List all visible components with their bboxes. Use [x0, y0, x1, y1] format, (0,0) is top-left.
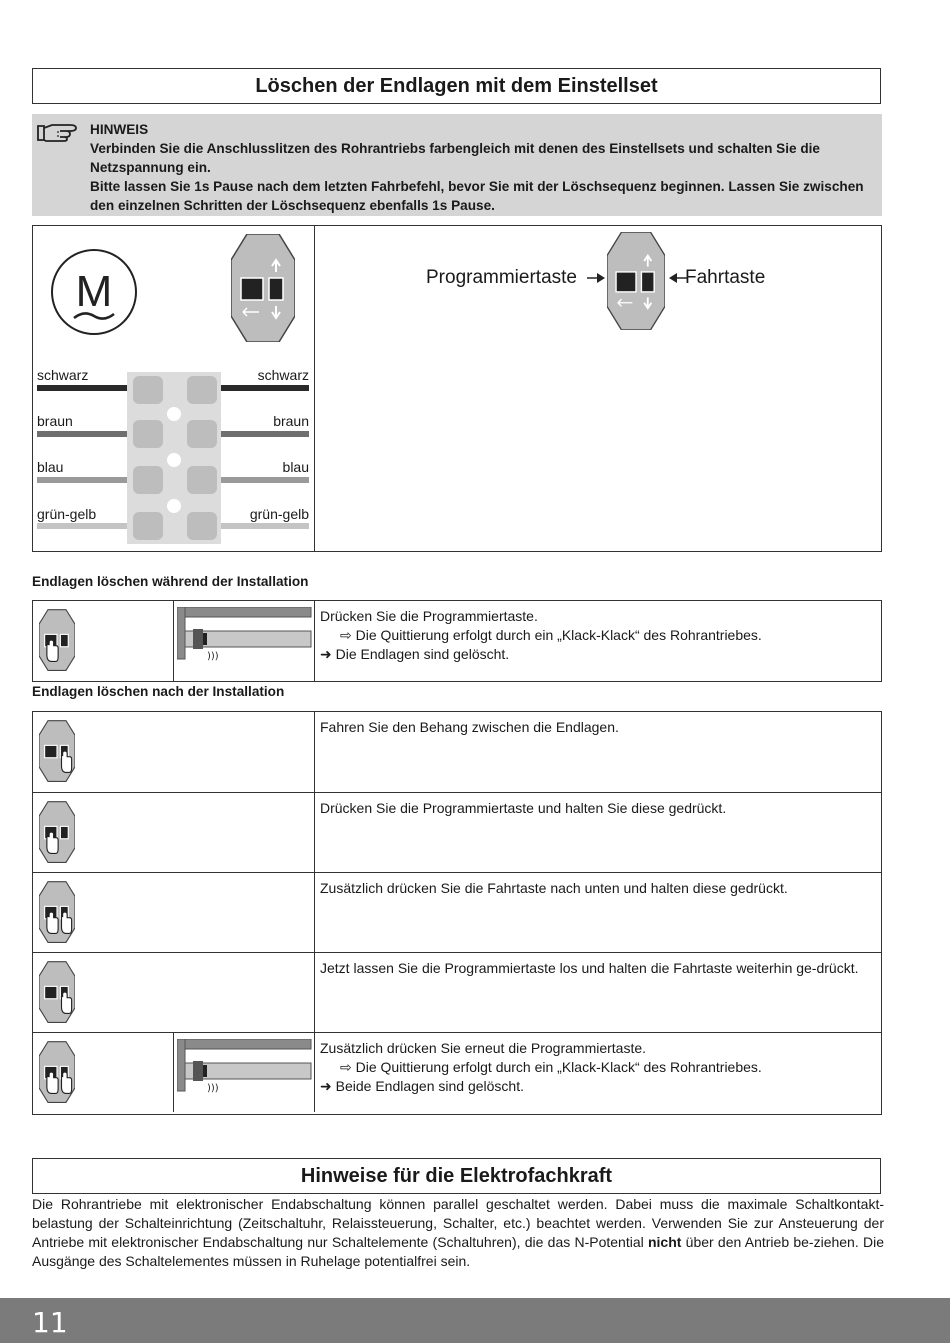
svg-text:))): ))) — [207, 651, 219, 662]
fahrtaste-label: Fahrtaste — [685, 267, 766, 288]
step-text — [320, 607, 860, 664]
step-main: Jetzt lassen Sie die Programmiertaste los und halten die Fahrtaste weiterhin ge-drückt. — [320, 960, 859, 976]
motor-letter: M — [75, 267, 113, 316]
connector-block — [127, 372, 221, 544]
wire-label-left: braun — [37, 413, 73, 429]
step-main: Drücken Sie die Programmiertaste und halten Sie diese gedrückt. — [320, 800, 727, 816]
hollow-arrow-icon: ⇨ — [340, 627, 356, 643]
step-sub-text: Die Quittierung erfolgt durch ein „Klack-Klack“ des Rohrantriebes. — [355, 1059, 762, 1075]
pointing-hand-icon — [36, 120, 82, 149]
step-row — [33, 872, 881, 952]
wire-label-right: schwarz — [257, 367, 309, 383]
wire-schwarz-right — [221, 385, 309, 391]
steps-after-installation — [32, 711, 882, 1115]
step-row — [33, 1032, 881, 1112]
wire-blau-right — [221, 477, 309, 483]
wire-label-left: schwarz — [37, 367, 89, 383]
step-result — [320, 1077, 860, 1096]
motor-symbol-icon — [50, 248, 138, 341]
wire-gruengelb-right — [221, 523, 309, 529]
wire-label-right: blau — [282, 459, 309, 475]
step-text — [320, 959, 860, 978]
hinweis-box — [32, 114, 882, 216]
text-bold: nicht — [647, 1234, 682, 1250]
step-row — [33, 601, 881, 681]
wire-schwarz-left — [37, 385, 127, 391]
step-sub — [320, 1058, 860, 1077]
setting-set-remote-icon — [231, 234, 295, 347]
step-main: Fahren Sie den Behang zwischen die Endlagen. — [320, 719, 619, 735]
step-text — [320, 1039, 860, 1096]
remote-press-programmiertaste-icon — [39, 801, 75, 868]
hinweis-label: HINWEIS — [90, 122, 149, 137]
text-part-b: über den Antrieb be-ziehen. Die Ausgänge des Schaltelementes müssen in Ruhelage potentialfrei sein. — [32, 1234, 884, 1269]
arrow-left-icon — [667, 271, 687, 290]
programmiertaste-label: Programmiertaste — [426, 267, 577, 288]
tube-motor-icon — [177, 607, 313, 668]
remote-press-fahrtaste-icon — [39, 961, 75, 1028]
step-result-text: Die Endlagen sind gelöscht. — [335, 646, 510, 662]
hollow-arrow-icon: ⇨ — [340, 1059, 356, 1075]
page-number: 11 — [32, 1306, 68, 1339]
wire-label-left: blau — [37, 459, 64, 475]
wire-gruengelb-left — [37, 523, 127, 529]
heading-during-installation: Endlagen löschen während der Installation — [32, 574, 309, 589]
filled-arrow-icon: ➜ — [320, 646, 336, 662]
svg-text:))): ))) — [207, 1083, 219, 1094]
step-text — [320, 799, 860, 818]
step-sub-text: Die Quittierung erfolgt durch ein „Klack-Klack“ des Rohrantriebes. — [355, 627, 762, 643]
step-sub — [320, 626, 860, 645]
arrow-right-icon — [587, 271, 607, 290]
connection-diagram — [32, 225, 882, 552]
step-main: Zusätzlich drücken Sie erneut die Programmiertaste. — [320, 1040, 647, 1056]
text-part-a: Die Rohrantriebe mit elektronischer Endabschaltung können parallel geschaltet werden. Dabei muss die maximale Schaltkontakt-belastung der Schalteinrichtung (Zeitschaltuhr, Relaissteuerung, Schalter, etc.) beachtet werden. Verwenden Sie zur Ansteuerung der Antriebe mit elektronischer Endabschaltung nur Schaltelemente (Schaltuhren), die das N-Potential — [32, 1196, 884, 1250]
steps-during-installation — [32, 600, 882, 682]
section-title-elektrofachkraft: Hinweise für die Elektrofachkraft — [32, 1158, 881, 1194]
hinweis-line-1: Verbinden Sie die Anschlusslitzen des Rohrantriebs farbengleich mit denen des Einstellsets und schalten Sie die Netzspannung ein. — [90, 141, 820, 175]
wire-label-left: grün-gelb — [37, 506, 97, 522]
elektrofachkraft-text — [32, 1195, 884, 1271]
hinweis-line-2: Bitte lassen Sie 1s Pause nach dem letzten Fahrbefehl, bevor Sie mit der Löschsequenz beginnen. Lassen Sie zwischen den einzelnen Schritten der Löschsequenz ebenfalls 1s Pause. — [90, 179, 864, 213]
wire-blau-left — [37, 477, 127, 483]
filled-arrow-icon: ➜ — [320, 1078, 336, 1094]
step-result-text: Beide Endlagen sind gelöscht. — [335, 1078, 524, 1094]
remote-press-both-icon — [39, 881, 75, 948]
section-title-loeschen: Löschen der Endlagen mit dem Einstellset — [32, 68, 881, 104]
step-text — [320, 718, 860, 737]
tube-motor-icon — [177, 1039, 313, 1100]
wire-braun-right — [221, 431, 309, 437]
remote-press-fahrtaste-icon — [39, 720, 75, 787]
heading-after-installation: Endlagen löschen nach der Installation — [32, 684, 285, 699]
diagram-divider — [314, 226, 315, 551]
step-row — [33, 792, 881, 872]
step-row — [33, 952, 881, 1032]
step-text — [320, 879, 860, 898]
remote-press-both-icon — [39, 1041, 75, 1108]
setting-set-remote-icon — [607, 232, 665, 335]
step-main: Zusätzlich drücken Sie die Fahrtaste nach unten und halten diese gedrückt. — [320, 880, 788, 896]
step-row — [33, 712, 881, 792]
step-result — [320, 645, 860, 664]
wire-label-right: braun — [273, 413, 309, 429]
wire-label-right: grün-gelb — [249, 506, 309, 522]
wire-braun-left — [37, 431, 127, 437]
step-main: Drücken Sie die Programmiertaste. — [320, 608, 538, 624]
page-footer — [0, 1298, 950, 1343]
remote-press-programmiertaste-icon — [39, 609, 75, 676]
